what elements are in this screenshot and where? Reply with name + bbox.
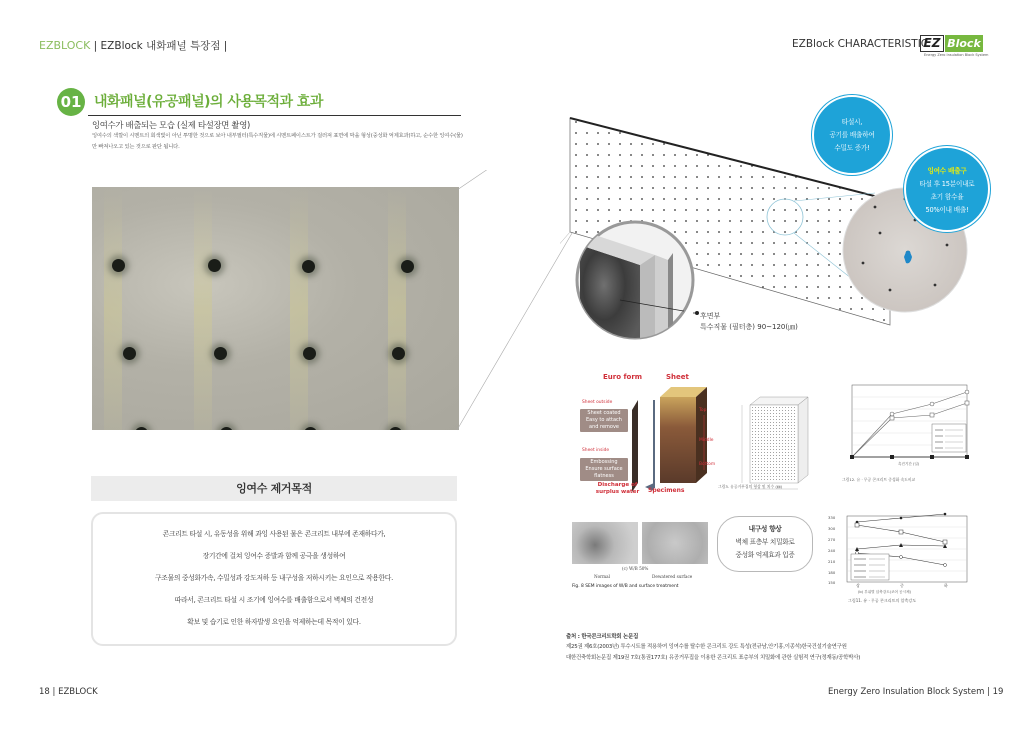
perforated-form-dimension-drawing [730, 385, 820, 495]
logo-ez: EZ [920, 35, 944, 52]
y-tick: 180 [828, 569, 836, 575]
y-tick: 240 [828, 547, 836, 553]
sheet-coated-desc: Easy to attach and remove [586, 417, 622, 430]
purpose-line: 확보 및 습기로 인한 하자발생 요인을 억제하는데 목적이 있다. [187, 618, 361, 626]
y-tick: 330 [828, 515, 836, 520]
label-top: Top [699, 408, 707, 413]
back-label-desc: 특수직물 (필터층) 90~120(㎛) [700, 323, 798, 331]
embossing-desc: Ensure surface flatness [585, 466, 623, 479]
source-heading: 출처 : 한국콘크리트학회 논문집 [566, 634, 639, 640]
durability-callout [717, 516, 813, 572]
carbonation-chart [840, 380, 972, 475]
euro-form-figure [570, 370, 722, 500]
label-bottom: Bottom [699, 462, 716, 467]
x-tick: 중 [900, 583, 904, 588]
photo-description: 잉여수의 색깔이 시멘트의 회색빛이 아닌 투명한 것으로 보아 내부필터(특수직물)에 시멘트페이스트가 걸러져 표면에 막을 형성(중성화 억제효과)하고, 순수한 잉여수(물)만 빠져나오고 있는 것으로 판단 됩니다. [92, 133, 463, 150]
bubble1-line: 공기를 배출하여 [829, 131, 875, 139]
source-line: 대한건축학회논문집 제19권 7호(통권177호) 유공거푸집을 이용한 콘크리트 표층부의 치밀화에 관한 실험적 연구(정재동/공학박사) [566, 654, 861, 661]
durability-line: 중성화 억제효과 입증 [735, 551, 795, 559]
bubble-air-discharge [812, 95, 892, 175]
label-sheet-inside: Sheet inside [582, 448, 610, 453]
header-left [39, 38, 227, 53]
purpose-box [91, 512, 457, 646]
sem-caption: Fig. 8 SEM images of W/B and surface treatment [572, 584, 679, 589]
header-right-title: EZBlock CHARACTERISTIC [792, 38, 929, 50]
sem-image-normal [572, 522, 638, 564]
embossing-box [580, 458, 628, 481]
y-tick: 300 [828, 525, 836, 531]
bubble2-line: 50%이내 배출! [925, 206, 969, 214]
durability-title: 내구성 향상 [748, 525, 782, 533]
logo-tagline: Energy Zero Insulation Block System [924, 53, 989, 57]
bubble2-highlight: 잉여수 배출구 [927, 167, 967, 175]
back-label-title: 후면부 [700, 312, 721, 320]
sem-sub: (c) W/B 50% [622, 566, 649, 571]
sheet-coated-box [580, 409, 628, 432]
bubble1-line: 수밀도 증가! [834, 144, 870, 152]
label-discharge: Discharge of surplus water [595, 482, 640, 495]
sem-images [572, 522, 710, 592]
x-tick: 상 [856, 583, 860, 588]
y-tick: 210 [828, 558, 836, 564]
bubble1-line: 타설시, [841, 118, 863, 126]
durability-line: 벽체 표층부 치밀화로 [735, 538, 795, 546]
purpose-line: 장기간에 걸쳐 잉여수 증발과 함께 공극을 생성하여 [202, 552, 346, 560]
bubble2-line: 초기 함수율 [930, 193, 964, 201]
chart1-xlabel: 촉진기간 (일) [898, 462, 920, 466]
source-citation [566, 632, 860, 663]
chart2-y-ticks [828, 513, 835, 589]
chart1-caption: 그림12. 유 · 무공 콘크리트 중성화 속도비교 [842, 477, 916, 482]
label-sheet: Sheet [666, 373, 689, 381]
sem-image-dewatered [642, 522, 708, 564]
sem-normal: Normal [594, 574, 610, 579]
y-tick: 150 [828, 580, 836, 586]
label-euro-form: Euro form [603, 373, 643, 381]
sheet-coated: Sheet coated [587, 410, 621, 416]
section-divider [88, 115, 461, 116]
header-left-title: | EZBlock 내화패널 특장점 | [90, 40, 228, 52]
purpose-line: 구조물의 중성화가속, 수밀성과 강도저하 등 내구성을 저하시키는 요인으로 작용한다. [155, 574, 393, 582]
purpose-heading: 잉여수 제거목적 [91, 476, 457, 501]
source-line: 제25권 제6호(2003년) 투수시트를 적용하여 잉여수를 탈수한 콘크리트 강도 특성(전규남,안기홍,이종석)한국건설기술연구원 [566, 644, 847, 651]
bubble2-line: 타설 후 15분이내로 [919, 180, 975, 188]
purpose-line: 콘크리트 타설 시, 유동성을 위해 과잉 사용된 물은 콘크리트 내부에 존재하다가, [162, 530, 386, 538]
bubble-water-outlet [904, 146, 990, 232]
footer-right-page: Energy Zero Insulation Block System | 19 [828, 687, 1004, 697]
y-tick: 270 [828, 536, 836, 542]
grid-figure-caption: 그림3. 유공거푸집의 형상 및 치수 (㎜) [718, 484, 783, 489]
footer-left-page: 18 | EZBLOCK [39, 687, 98, 697]
label-sheet-outside: Sheet outside [582, 400, 613, 405]
chart2-caption: 그림11. 유 · 무공 콘크리트의 압축강도 [848, 598, 917, 603]
chart2-xlabel: (b) 부위별 압축강도(코어 공시체) [858, 590, 911, 594]
x-tick: 하 [944, 583, 948, 588]
embossing: Embossing [590, 459, 618, 465]
compressive-strength-chart [823, 512, 971, 598]
ezblock-logo [920, 35, 989, 59]
back-layer-label [700, 311, 798, 333]
label-middle: Middle [699, 438, 714, 443]
sem-dewatered: Dewatered surface [652, 574, 693, 579]
concrete-surface-photo [92, 187, 459, 430]
section-number: 01 [57, 88, 85, 116]
photo-subtitle: 잉여수가 배출되는 모습 (실제 타설장면 촬영) [92, 120, 250, 130]
label-specimens: Specimens [648, 487, 685, 494]
logo-block: Block [945, 35, 983, 52]
header-brand: EZBLOCK [39, 39, 91, 52]
purpose-line: 따라서, 콘크리트 타설 시 조기에 잉여수를 배출함으로서 벽체의 건전성 [174, 596, 374, 604]
section-title: 내화패널(유공패널)의 사용목적과 효과 [94, 94, 323, 110]
